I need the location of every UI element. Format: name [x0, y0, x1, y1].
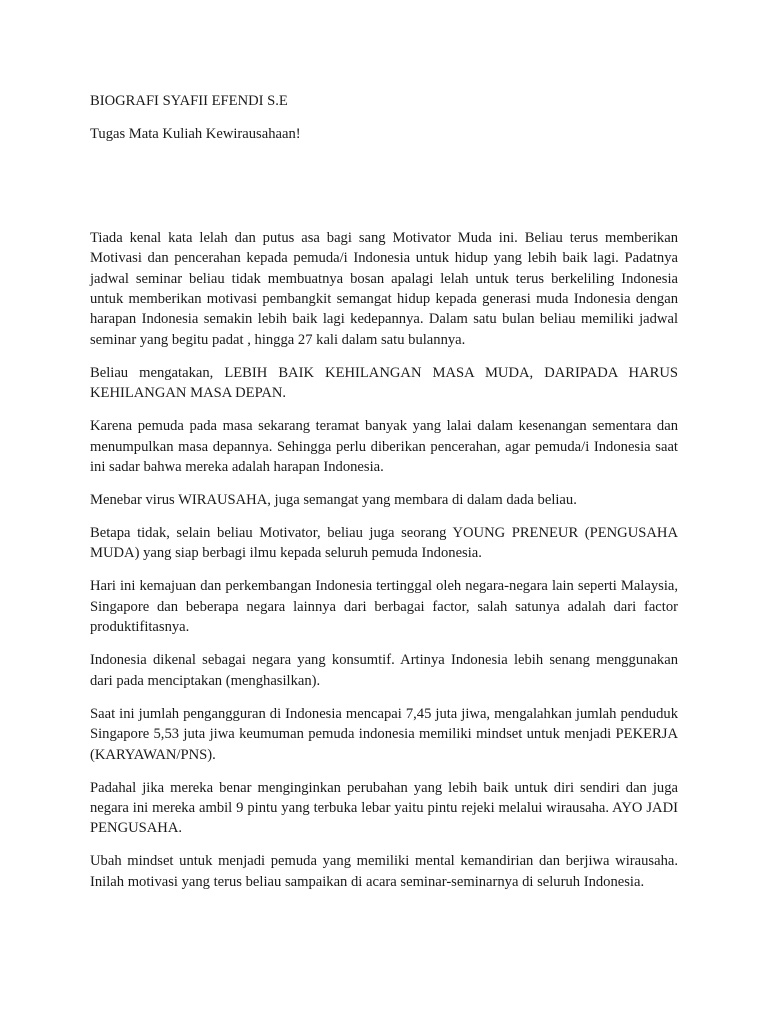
document-subtitle: Tugas Mata Kuliah Kewirausahaan!: [90, 126, 301, 143]
document-title: BIOGRAFI SYAFII EFENDI S.E: [90, 93, 288, 109]
paragraph: Tiada kenal kata lelah dan putus asa bagi sang Motivator Muda ini. Beliau terus memberikan Motivasi dan pencerahan kepada pemuda/i Indonesia untuk hidup yang lebih baik lagi. Padatnya jadwal seminar beliau tidak membuatnya bosan apalagi lelah untuk terus berkeliling Indonesia untuk memberikan motivasi pembangkit semangat hidup kepada generasi muda Indonesia dengan harapan Indonesia semakin lebih baik lagi kedepannya. Dalam satu bulan beliau memiliki jadwal seminar yang begitu padat , hingga 27 kali dalam satu bulannya.: [90, 229, 678, 348]
document-body: [90, 228, 678, 892]
paragraph: Indonesia dikenal sebagai negara yang konsumtif. Artinya Indonesia lebih senang menggunakan dari pada menciptakan (menghasilkan).: [90, 652, 678, 689]
paragraph: Betapa tidak, selain beliau Motivator, beliau juga seorang YOUNG PRENEUR (PENGUSAHA MUDA) yang siap berbagi ilmu kepada seluruh pemuda Indonesia.: [90, 525, 678, 562]
paragraph: Saat ini jumlah pengangguran di Indonesia mencapai 7,45 juta jiwa, mengalahkan jumlah penduduk Singapore 5,53 juta jiwa keumuman pemuda indonesia memiliki mindset untuk menjadi PEKERJA (KARYAWAN/PNS).: [90, 705, 678, 763]
paragraph: Hari ini kemajuan dan perkembangan Indonesia tertinggal oleh negara-negara lain seperti Malaysia, Singapore dan beberapa negara lainnya dari berbagai factor, salah satunya adalah dari factor produktifitasnya.: [90, 578, 678, 636]
paragraph: Ubah mindset untuk menjadi pemuda yang memiliki mental kemandirian dan berjiwa wirausaha. Inilah motivasi yang terus beliau sampaikan di acara seminar-seminarnya di seluruh Indonesia.: [90, 853, 678, 890]
document-content: [90, 91, 678, 905]
paragraph: Karena pemuda pada masa sekarang teramat banyak yang lalai dalam kesenangan sementara dan menumpulkan masa depannya. Sehingga perlu diberikan pencerahan, agar pemuda/i Indonesia saat ini sadar bahwa mereka adalah harapan Indonesia.: [90, 418, 678, 476]
paragraph: Padahal jika mereka benar menginginkan perubahan yang lebih baik untuk diri sendiri dan juga negara ini mereka ambil 9 pintu yang terbuka lebar yaitu pintu rejeki melalui wirausaha. AYO JADI PENGUSAHA.: [90, 779, 678, 837]
paragraph: Menebar virus WIRAUSAHA, juga semangat yang membara di dalam dada beliau.: [90, 492, 577, 509]
paragraph: Beliau mengatakan, LEBIH BAIK KEHILANGAN MASA MUDA, DARIPADA HARUS KEHILANGAN MASA DEPAN.: [90, 364, 678, 402]
